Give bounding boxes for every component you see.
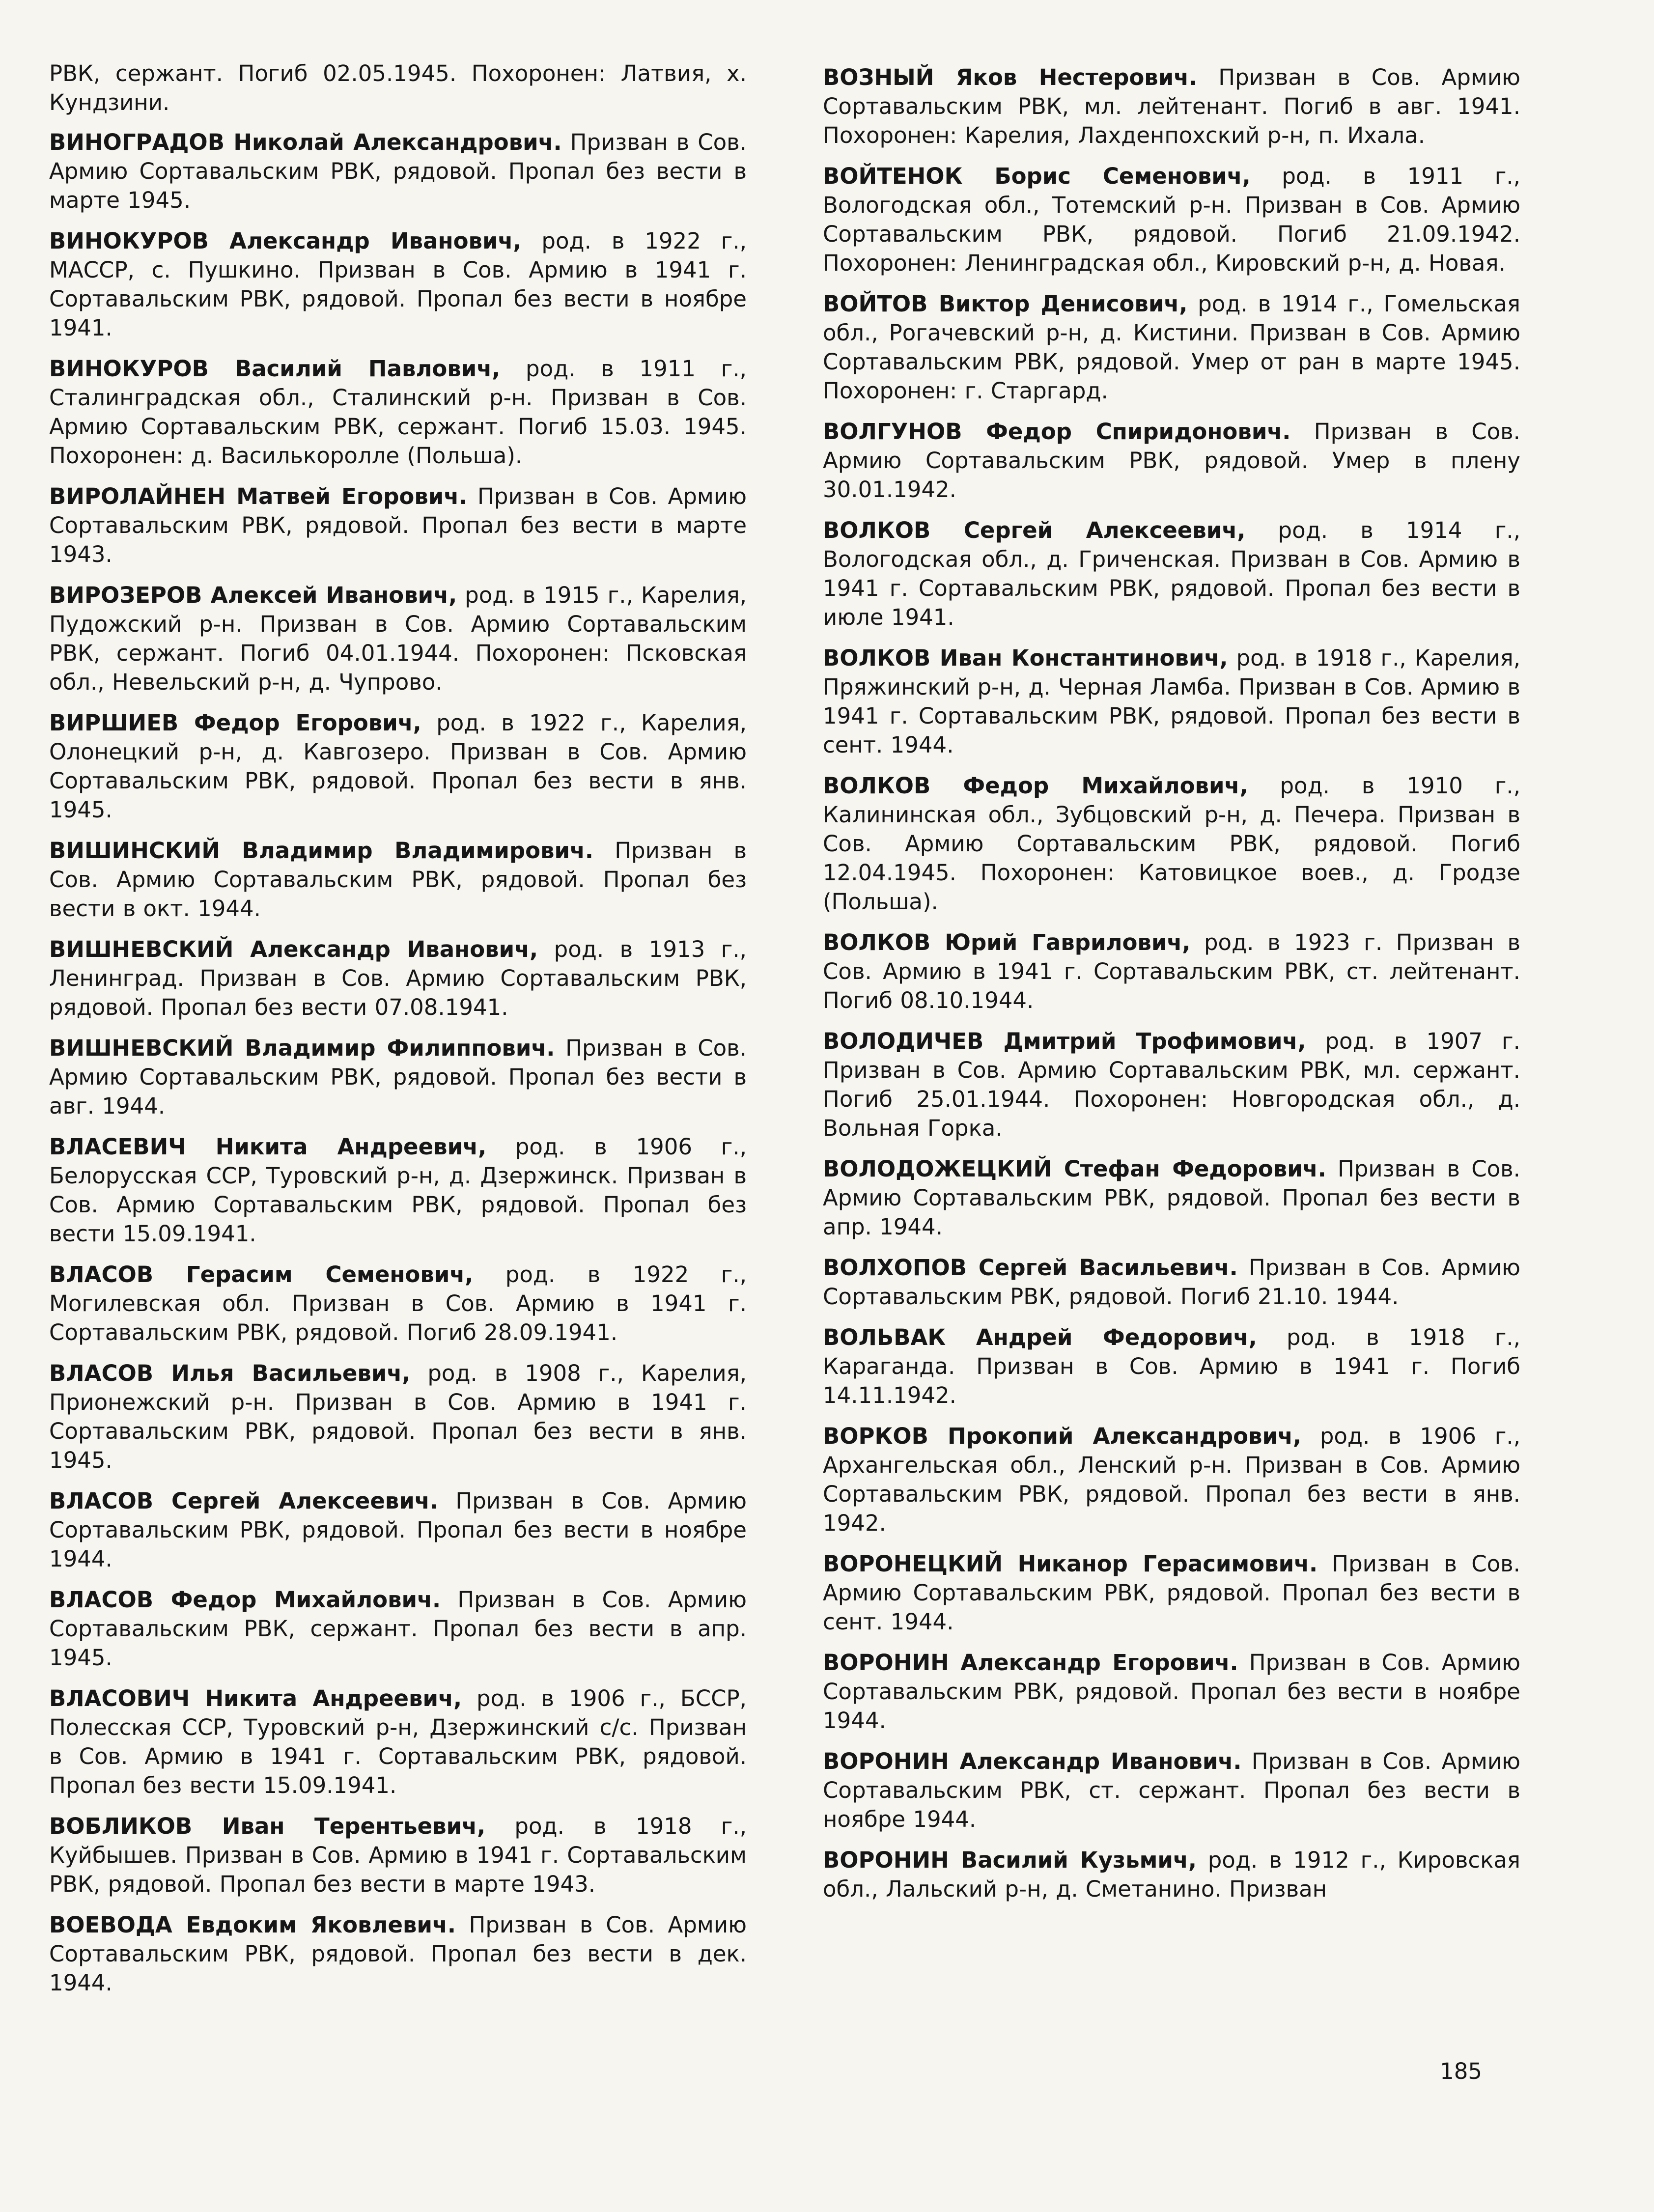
entry: [49, 482, 747, 569]
entry-name: ВИНОКУРОВ Александр Иванович,: [49, 228, 522, 254]
entry-name: ВОЛЬВАК Андрей Федорович,: [823, 1324, 1257, 1350]
entry-text: род. в 1918 г., Карелия, Пряжинский р-н, д. Черная Ламба. Призван в Сов. Армию в 1941 г. Сортавальским РВК, рядовой. Пропал без вести в сент. 1944.: [823, 645, 1521, 758]
entry-name: ВИРШИЕВ Федор Егорович,: [49, 710, 421, 736]
entry-text: Призван в Сов. Армию Сортавальским РВК, рядовой. Пропал без вести в авг. 1944.: [49, 1035, 747, 1119]
entry: [49, 581, 747, 697]
entry: [823, 289, 1520, 405]
entry: [823, 516, 1520, 632]
entry: [49, 1585, 747, 1672]
entry: [49, 1486, 747, 1573]
entry: [823, 1027, 1520, 1143]
entry-text: род. в 1922 г., Могилевская обл. Призван в Сов. Армию в 1941 г. Сортавальским РВК, рядовой. Погиб 28.09.1941.: [49, 1261, 747, 1345]
entry-name: ВИШИНСКИЙ Владимир Владимирович.: [49, 838, 594, 864]
entry-text: род. в 1923 г. Призван в Сов. Армию в 1941 г. Сортавальским РВК, ст. лейтенант. Погиб 08.10.1944.: [823, 929, 1520, 1013]
entry-name: ВИШНЕВСКИЙ Александр Иванович,: [49, 936, 538, 962]
entry: [823, 1549, 1520, 1636]
entry-name: ВОРОНЕЦКИЙ Никанор Герасимович.: [823, 1551, 1318, 1577]
entry: [49, 59, 747, 117]
entry: [49, 1132, 747, 1248]
entry-text: род. в 1908 г., Карелия, Прионежский р-н. Призван в Сов. Армию в 1941 г. Сортавальским РВК, рядовой. Пропал без вести в янв. 1945.: [49, 1360, 747, 1473]
entry-name: ВЛАСОВИЧ Никита Андреевич,: [49, 1685, 462, 1711]
entry: [49, 226, 747, 342]
entry: [823, 1253, 1520, 1311]
entry-text: род. в 1918 г., Куйбышев. Призван в Сов. Армию в 1941 г. Сортавальским РВК, рядовой. Пропал без вести в марте 1943.: [49, 1813, 747, 1897]
right-column: [823, 63, 1520, 1915]
entry-text: Призван в Сов. Армию Сортавальским РВК, мл. лейтенант. Погиб в авг. 1941. Похоронен: Карелия, Лахденпохский р-н, п. Ихала.: [823, 64, 1520, 148]
entry-text: Призван в Сов. Армию Сортавальским РВК, рядовой. Пропал без вести в марте 1945.: [49, 129, 747, 213]
entry-name: ВОРОНИН Александр Иванович.: [823, 1748, 1242, 1774]
entry: [823, 1323, 1520, 1410]
entry-name: ВОЙТОВ Виктор Денисович,: [823, 291, 1188, 317]
entry-name: ВЛАСОВ Федор Михайлович.: [49, 1587, 441, 1613]
entry-name: ВОЙТЕНОК Борис Семенович,: [823, 163, 1251, 189]
entry-text: Призван в Сов. Армию Сортавальским РВК, рядовой. Пропал без вести в ноябре 1944.: [49, 1488, 747, 1572]
entry: [823, 1422, 1520, 1538]
entry: [823, 417, 1520, 504]
entry-name: ВИНОГРАДОВ Николай Александрович.: [49, 129, 562, 155]
entry-text: род. в 1914 г., Вологодская обл., д. Гриченская. Призван в Сов. Армию в 1941 г. Сортавальским РВК, рядовой. Пропал без вести в июле 1941.: [823, 517, 1520, 630]
entry: [823, 63, 1520, 150]
entry-text: род. в 1915 г., Карелия, Пудожский р-н. Призван в Сов. Армию Сортавальским РВК, сержант. Погиб 04.01.1944. Похоронен: Псковская обл., Невельский р-н, д. Чупрово.: [49, 582, 747, 695]
entry: [49, 1034, 747, 1120]
entry-name: ВОЛХОПОВ Сергей Васильевич.: [823, 1255, 1238, 1281]
entry: [823, 162, 1520, 278]
entry: [49, 935, 747, 1022]
page-number: 185: [1440, 2058, 1482, 2084]
entry-name: ВОБЛИКОВ Иван Терентьевич,: [49, 1813, 486, 1839]
entry-text: род. в 1911 г., Сталинградская обл., Сталинский р-н. Призван в Сов. Армию Сортавальским РВК, сержант. Погиб 15.03. 1945. Похоронен: д. Василькоролле (Польша).: [49, 356, 747, 469]
entry-text: Призван в Сов. Армию Сортавальским РВК, ст. сержант. Пропал без вести в ноябре 1944.: [823, 1748, 1520, 1832]
entry-name: ВЛАСОВ Сергей Алексеевич.: [49, 1488, 438, 1514]
entry-name: ВЛАСОВ Герасим Семенович,: [49, 1261, 474, 1288]
entry: [823, 1747, 1520, 1834]
entry-text: Призван в Сов. Армию Сортавальским РВК, рядовой. Пропал без вести в ноябре 1944.: [823, 1650, 1520, 1734]
entry-name: ВОЛКОВ Сергей Алексеевич,: [823, 517, 1246, 543]
entry: [49, 1812, 747, 1899]
entry-text: Призван в Сов. Армию Сортавальским РВК, рядовой. Пропал без вести в дек. 1944.: [49, 1912, 747, 1996]
entry-text: род. в 1914 г., Гомельская обл., Рогачевский р-н, д. Кистини. Призван в Сов. Армию Сортавальским РВК, рядовой. Умер от ран в марте 1945. Похоронен: г. Старгард.: [823, 291, 1520, 404]
entry-name: ВОЛКОВ Иван Константинович,: [823, 645, 1228, 671]
entry: [823, 644, 1520, 759]
entry-text: род. в 1906 г., Архангельская обл., Ленский р-н. Призван в Сов. Армию Сортавальским РВК, рядовой. Пропал без вести в янв. 1942.: [823, 1423, 1520, 1536]
entry-name: ВЛАСЕВИЧ Никита Андреевич,: [49, 1134, 487, 1160]
entry: [49, 1260, 747, 1347]
entry: [823, 928, 1520, 1015]
entry-text: род. в 1922 г., Карелия, Олонецкий р-н, д. Кавгозеро. Призван в Сов. Армию Сортавальским РВК, рядовой. Пропал без вести в янв. 1945.: [49, 710, 747, 823]
entry-text: Призван в Сов. Армию Сортавальским РВК, рядовой. Пропал без вести в апр. 1944.: [823, 1156, 1520, 1240]
entry-name: ВЛАСОВ Илья Васильевич,: [49, 1360, 411, 1386]
entry: [823, 1846, 1520, 1904]
entry-text: род. в 1910 г., Калининская обл., Зубцовский р-н, д. Печера. Призван в Сов. Армию Сортавальским РВК, рядовой. Погиб 12.04.1945. Похоронен: Катовицкое воев., д. Гродзе (Польша).: [823, 773, 1520, 915]
entry: [49, 1910, 747, 1997]
entry: [823, 1648, 1520, 1735]
entry: [49, 1684, 747, 1800]
entry-text: род. в 1906 г., БССР, Полесская ССР, Туровский р-н, Дзержинский с/с. Призван в Сов. Армию в 1941 г. Сортавальским РВК, рядовой. Пропал без вести 15.09.1941.: [49, 1685, 747, 1798]
entry-text: Призван в Сов. Армию Сортавальским РВК, рядовой. Пропал без вести в марте 1943.: [49, 483, 747, 567]
entry-text: Призван в Сов. Армию Сортавальским РВК, рядовой. Пропал без вести в окт. 1944.: [49, 838, 747, 922]
entry-name: ВОЛОДОЖЕЦКИЙ Стефан Федорович.: [823, 1156, 1326, 1182]
entry-name: ВОЛОДИЧЕВ Дмитрий Трофимович,: [823, 1028, 1306, 1054]
entry: [823, 1154, 1520, 1241]
entry-name: ВИШНЕВСКИЙ Владимир Филиппович.: [49, 1035, 555, 1061]
entry-text: Призван в Сов. Армию Сортавальским РВК, рядовой. Погиб 21.10. 1944.: [823, 1255, 1520, 1310]
entry-text: род. в 1912 г., Кировская обл., Лальский р-н, д. Сметанино. Призван: [823, 1847, 1520, 1902]
entry-name: ВИНОКУРОВ Василий Павлович,: [49, 356, 501, 382]
entry: [49, 836, 747, 923]
entry: [823, 771, 1520, 916]
entry-name: ВОРОНИН Александр Егорович.: [823, 1650, 1238, 1676]
entry-name: ВИРОЗЕРОВ Алексей Иванович,: [49, 582, 457, 608]
entry-name: ВИРОЛАЙНЕН Матвей Егорович.: [49, 483, 468, 509]
entry-text: Призван в Сов. Армию Сортавальским РВК, рядовой. Умер в плену 30.01.1942.: [823, 419, 1520, 503]
left-column: [49, 59, 747, 2009]
entry-name: ВОЛГУНОВ Федор Спиридонович.: [823, 419, 1291, 445]
entry-text: Призван в Сов. Армию Сортавальским РВК, рядовой. Пропал без вести в сент. 1944.: [823, 1551, 1520, 1635]
entry-text: род. в 1918 г., Караганда. Призван в Сов. Армию в 1941 г. Погиб 14.11.1942.: [823, 1324, 1520, 1408]
entry-text: РВК, сержант. Погиб 02.05.1945. Похоронен: Латвия, х. Кундзини.: [49, 60, 747, 115]
entry-name: ВОРОНИН Василий Кузьмич,: [823, 1847, 1197, 1873]
entry-text: род. в 1913 г., Ленинград. Призван в Сов. Армию Сортавальским РВК, рядовой. Пропал без вести 07.08.1941.: [49, 936, 747, 1020]
entry-name: ВОРКОВ Прокопий Александрович,: [823, 1423, 1302, 1449]
entry: [49, 708, 747, 824]
entry-name: ВОЛКОВ Юрий Гаврилович,: [823, 929, 1191, 955]
entry-text: род. в 1906 г., Белорусская ССР, Туровский р-н, д. Дзержинск. Призван в Сов. Армию Сортавальским РВК, рядовой. Пропал без вести 15.09.1941.: [49, 1134, 747, 1247]
entry: [49, 1359, 747, 1475]
entry: [49, 128, 747, 215]
entry-name: ВОЗНЫЙ Яков Нестерович.: [823, 64, 1198, 90]
entry-name: ВОЛКОВ Федор Михайлович,: [823, 773, 1248, 799]
entry-name: ВОЕВОДА Евдоким Яковлевич.: [49, 1912, 456, 1938]
entry-text: род. в 1907 г. Призван в Сов. Армию Сортавальским РВК, мл. сержант. Погиб 25.01.1944. Похоронен: Новгородская обл., д. Вольная Горка.: [823, 1028, 1520, 1141]
entry-text: род. в 1922 г., МАССР, с. Пушкино. Призван в Сов. Армию в 1941 г. Сортавальским РВК, рядовой. Пропал без вести в ноябре 1941.: [49, 228, 747, 341]
entry: [49, 354, 747, 470]
entry-text: Призван в Сов. Армию Сортавальским РВК, сержант. Пропал без вести в апр. 1945.: [49, 1587, 747, 1671]
entry-text: род. в 1911 г., Вологодская обл., Тотемский р-н. Призван в Сов. Армию Сортавальским РВК, рядовой. Погиб 21.09.1942. Похоронен: Ленинградская обл., Кировский р-н, д. Новая.: [823, 163, 1520, 276]
